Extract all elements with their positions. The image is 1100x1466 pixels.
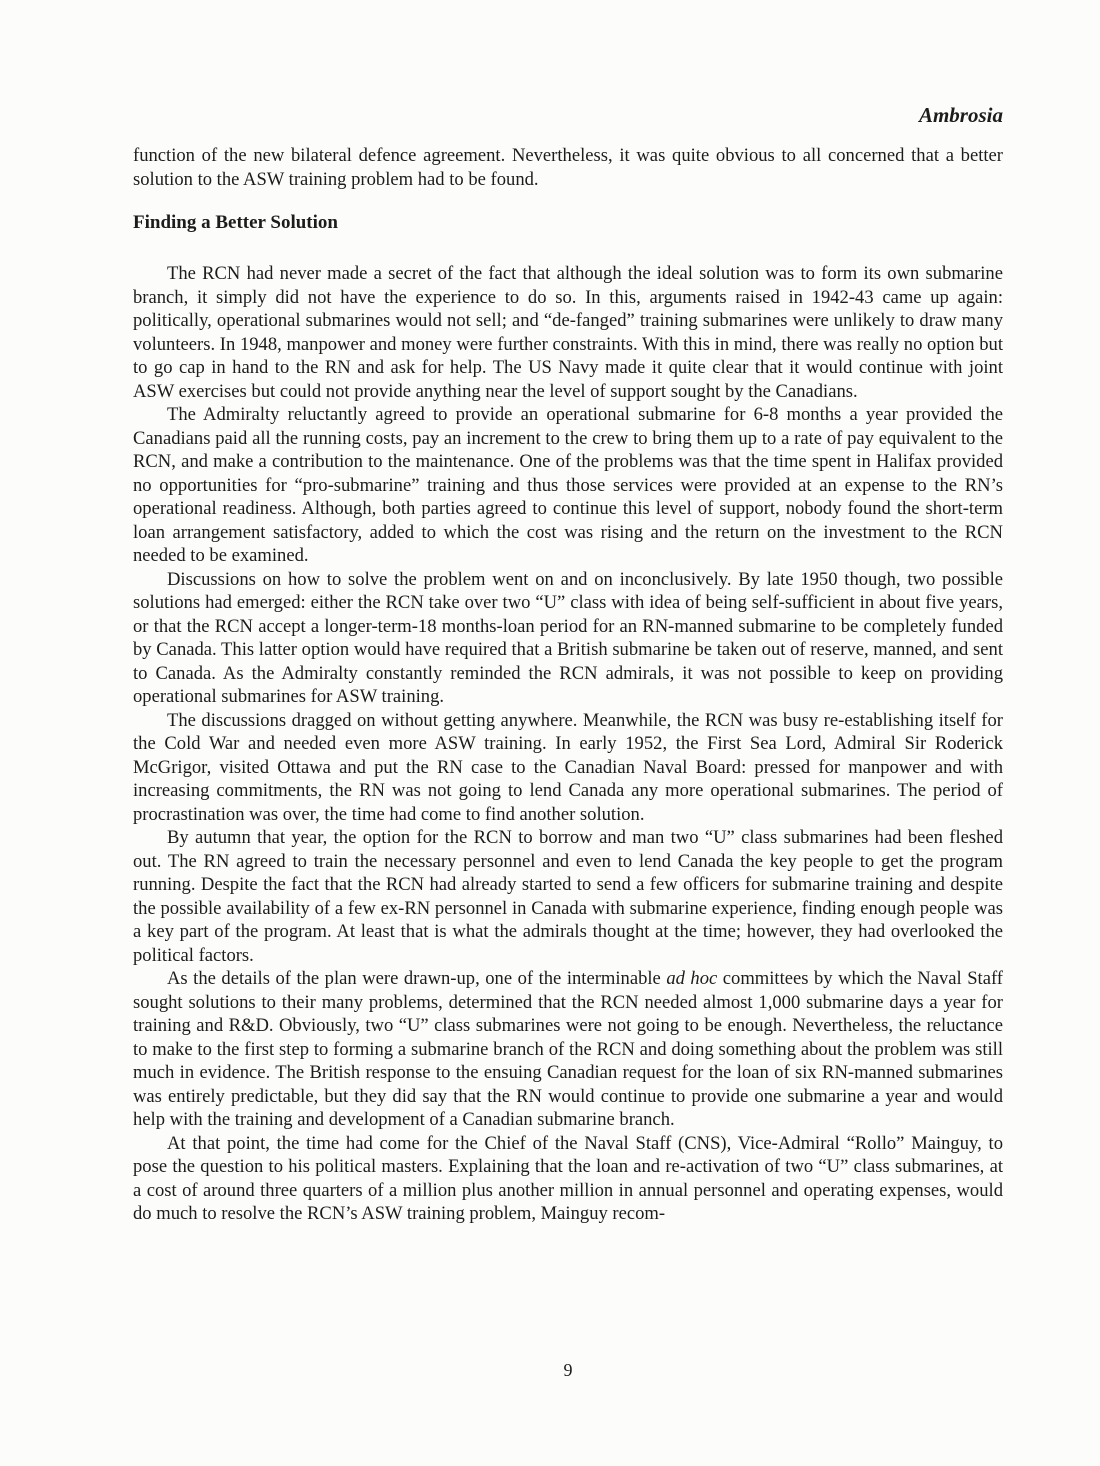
paragraph-5: By autumn that year, the option for the RCN to borrow and man two “U” class submarines had been fleshed out. The RN agreed to train the necessary personnel and even to lend Canada the key people to get the program running. Despite the fact that the RCN had already started to send a few officers for submarine training and despite the possible availability of a few ex-RN personnel in Canada with submarine experience, finding enough people was a key part of the program. At least that is what the admirals thought at the time; however, they had overlooked the political factors. <box>133 827 1003 966</box>
paragraph-4: The discussions dragged on without getting anywhere. Meanwhile, the RCN was busy re-establishing itself for the Cold War and needed even more ASW training. In early 1952, the First Sea Lord, Admiral Sir Roderick McGrigor, visited Ottawa and put the RN case to the Canadian Naval Board: pressed for manpower and with increasing commitments, the RN was not going to lend Canada any more operational submarines. The period of procrastination was over, the time had come to find another solution. <box>133 709 1003 825</box>
section-heading: Finding a Better Solution <box>133 212 338 233</box>
page-number: 9 <box>563 1360 573 1380</box>
ad-hoc-italic: ad hoc <box>666 968 718 989</box>
paragraph-2: The Admiralty reluctantly agreed to provide an operational submarine for 6-8 months a year provided the Canadians paid all the running costs, pay an increment to the crew to bring them up to a rate of pay equivalent to the RCN, and make a contribution to the maintenance. One of the problems was that the time spent in Halifax provided no opportunities for “pro-submarine” training and thus those services were provided at an expense to the RN’s operational readiness. Although, both parties agreed to continue this level of support, nobody found the short-term loan arrangement satisfactory, added to which the cost was rising and the return on the investment to the RCN needed to be examined. <box>133 404 1003 566</box>
paragraph-1: The RCN had never made a secret of the fact that although the ideal solution was to form its own submarine branch, it simply did not have the experience to do so. In this, arguments raised in 1942-43 came up again: politically, operational submarines would not sell; and “de-fanged” training submarines were unlikely to draw many volunteers. In 1948, manpower and money were further constraints. With this in mind, there was really no option but to go cap in hand to the RN and ask for help. The US Navy made it quite clear that it would continue with joint ASW exercises but could not provide anything near the level of support sought by the Canadians. <box>133 263 1003 402</box>
paragraph-6 <box>133 967 1003 1132</box>
paragraph-7: At that point, the time had come for the Chief of the Naval Staff (CNS), Vice-Admiral “Rollo” Mainguy, to pose the question to his political masters. Explaining that the loan and re-activation of two “U” class submarines, at a cost of around three quarters of a million plus another million in annual personnel and operating expenses, would do much to resolve the RCN’s ASW training problem, Mainguy recom- <box>133 1132 1003 1224</box>
intro-paragraph: function of the new bilateral defence agreement. Nevertheless, it was quite obvious to all concerned that a better solution to the ASW training problem had to be found. <box>133 145 1003 190</box>
paragraph-6-lead: As the details of the plan were drawn-up, one of the interminable <box>167 968 667 989</box>
paragraph-6-rest: committees by which the Naval Staff sought solutions to their many problems, determined that the RCN needed almost 1,000 submarine days a year for training and R&D. Obviously, two “U” class submarines were not going to be enough. Nevertheless, the reluctance to make to the first step to forming a submarine branch of the RCN and doing something about the problem was still much in evidence. The British response to the ensuing Canadian request for the loan of six RN-manned submarines was entirely predictable, but they did say that the RN would continue to provide one submarine a year and would help with the training and development of a Canadian submarine branch. <box>133 968 1003 1130</box>
section-body <box>133 262 1003 1226</box>
running-title: Ambrosia <box>918 103 1003 127</box>
paragraph-3: Discussions on how to solve the problem went on and on inconclusively. By late 1950 though, two possible solutions had emerged: either the RCN take over two “U” class with idea of being self-sufficient in about five years, or that the RCN accept a longer-term-18 months-loan period for an RN-manned submarine to be completely funded by Canada. This latter option would have required that a British submarine be taken out of reserve, manned, and sent to Canada. As the Admiralty constantly reminded the RCN admirals, it was not possible to keep on providing operational submarines for ASW training. <box>133 568 1003 707</box>
